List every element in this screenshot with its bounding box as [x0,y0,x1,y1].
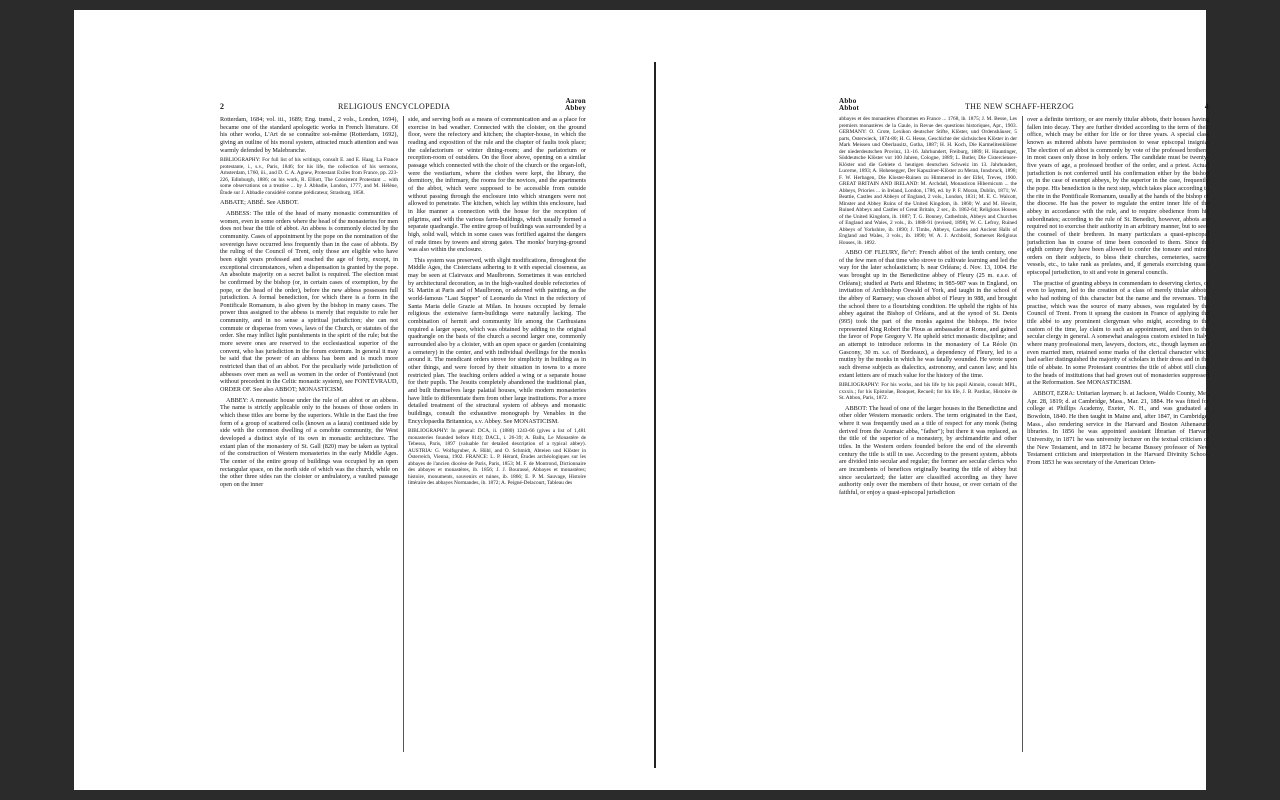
page-header [220,98,586,114]
right-page [839,97,1209,496]
column-rule [1022,116,1023,752]
text-columns [220,116,586,752]
text-columns [839,116,1209,752]
page-number: 2 [220,102,225,111]
text-column-2 [408,116,586,752]
guide-words [839,98,859,112]
bibliography: abbayes et des monastères d'hommes en France ... 1768, ib. 1875; J. M. Besse, Les premiers monastères de la Gaule, in Revue des questions historiques, Apr., 1903. GERMANY: O. Grote, Lexikon deutscher Stifte, Klöster, und Ordenshäuser, 5 parts, Osterwieck, 1874-80; H. G. Hesse, Geschichte der sächsischen Klöster in der Mark Meissen und Oberlausitz, Gotha, 1887; H. H. Koch, Die Karmelitenklöster der niederdeutschen Provinz, 13.-16. Jahrhundert, Freiburg, 1889; H. Hauntinger, Süddeutsche Klöster vor 100 Jahren, Cologne, 1889; L. Butler, Die Cistercienser-Klöster und die Gebiete d. heutigen deutschen Schweiz im 13. Jahrhundert, Lucerne, 1893; A. Hohenegger, Der Kapuziner-Klöster zu Meran, Innsbruck, 1898; F. W. Herbagen, Die Kloster-Ruinen zu Himmerod in der Eifel, Treves, 1900. GREAT BRITAIN AND IRELAND: M. Archdall, Monasticon Hibernicum ... the Abbeys, Priories ... in Ireland, London, 1786, ed. by P. F. Moran, Dublin, 1871; W. Beattie, Castles and Abbeys of England, 2 vols., London, 1831; M. E. C. Walcott, Minster and Abbey Ruins of the United Kingdom, ib. 1860; W. and M. Howitt, Ruined Abbeys and Castles of Great Britain, 2 ser., ib. 1862-64; Religious Houses of the United Kingdom, ib. 1887; T. G. Bonney, Cathedrals, Abbeys and Churches of England and Wales, 2 vols., ib. 1888-91 (revised, 1898); W. C. Lefroy, Ruined Abbeys of Yorkshire, ib. 1890; J. Timbs, Abbeys, Castles and Ancient Halls of England and Wales, 3 vols., ib. 1890; W. A. J. Archbold, Somerset Religious Houses, ib. 1892. [839,116,1017,246]
entry-heading: ABBATE; ABBÉ. See ABBOT. [220,199,299,207]
paragraph: This system was preserved, with slight modifications, throughout the Middle Ages, the Cistercians adhering to it with especial closeness, as may be seen at Clairvaux and Maulbronn. Sometimes it was enriched by architectural decoration, as in the high-vaulted double refectories of St. Martin at Paris and of Maulbronn, or adorned with painting, as the world-famous "Last Supper" of Leonardo da Vinci in the refectory of Santa Maria delle Grazie at Milan. In houses occupied by female religious the extensive farm-buildings were naturally lacking. The combination of hermit and community life among the Carthusians required a larger space, which was obtained by adding to the original quadrangle on the basis of the church a second larger one, commonly surrounded also by a cloister, with an open space or garden (containing a cemetery) in the center, and with individual dwellings for the monks around it. The mendicant orders strove for simplicity in building as in other things, and were forced by their situation in towns to a more restricted plan. The teaching orders added a wing or a separate house for their pupils. The Jesuits completely abandoned the traditional plan, and built themselves large palatial houses, while modern monasteries have little to differentiate them from other large institutions. For a more detailed treatment of the structural system of abbeys and monastic buildings, consult the exhaustive monograph by Venables in the Encyclopaedia Britannica, s.v. Abbey. See MONASTICISM. [408,256,586,425]
text-column-2 [1027,116,1209,752]
paragraph: Rotterdam, 1684; vol. iii., 1689; Eng. transl., 2 vols., London, 1694), became one of the standard apologetic works in French literature. Of his other works, L'Art de se connaître soi-même (Rotterdam, 1692), giving an outline of his moral system, attracted much attention and was warmly defended by Malebranche. [220,116,398,154]
running-title: RELIGIOUS ENCYCLOPEDIA [338,102,451,111]
text-column-1 [220,116,398,752]
column-rule [403,116,404,752]
paragraph: over a definite territory, or are merely titular abbots, their houses having fallen into decay. They are further divided according to the term of their office, which may be either for life or for three years. A special class known as mitered abbots have permission to wear episcopal insignia. The election of an abbot is commonly by vote of the professed brothers, in most cases only those in holy orders. The candidate must be twenty-five years of age, a professed brother of the order, and a priest. Actual jurisdiction is not conferred until his confirmation either by the bishop or, in the case of exempt abbeys, by the superior in the case, frequently the pope. His benediction is the next step, which takes place according to the rite in the Pontificale Romanum, usually at the hands of the bishop of the diocese. He has the power to regulate the entire inner life of the abbey in accordance with the rule, and to require obedience from his subordinates; according to the rule of St. Benedict, however, abbots are required not to exercise their authority in an arbitrary manner, but to seek the counsel of their brethren. In many particulars a quasi-episcopal jurisdiction has in course of time been conceded to them. Since the eighth century they have been allowed to confer the tonsure and minor orders on their subjects, to bless their churches, cemeteries, sacred vessels, etc., to take rank as prelates, and, if generals exercising quasi-episcopal jurisdiction, to sit and vote in general councils. [1027,116,1209,277]
entry-abbot: ABBOT: The head of one of the larger houses in the Benedictine and other older Western monastic orders. The term originated in the East, where it was frequently used as a title of respect for any monk (being derived from the Aramaic abba, "father"); but there it was replaced, as the title of the superior of a monastery, by archimandrite and other titles. In the Western orders founded before the end of the eleventh century the title is still in use. According to the present system, abbots are divided into secular and regular; the former are secular clerics who are incumbents of benefices originally bearing the title of abbey but since secularized; the latter are classified according as they have authority only over the members of their house, or over certain of the faithful, or enjoy a quasi-episcopal jurisdiction [839,404,1017,496]
paragraph: The practise of granting abbeys in commendam to deserving clerics, or even to laymen, led to the creation of a class of merely titular abbots, who had nothing of this character but the name and the revenues. This practise, which was the source of many abuses, was regulated by the Council of Trent. From it sprang the custom in France of applying the title abbé to any prominent clergyman who might, according to the custom of the time, lay claim to such an appointment, and then to the secular clergy in general. A somewhat analogous custom existed in Italy, where many professional men, lawyers, doctors, etc., though laymen and even married men, retained some marks of the clerical character which had earlier distinguished the majority of scholars in their dress and in the title of abbate. In some Protestant countries the title of abbot still clung to the heads of institutions that had grown out of monasteries suppressed at the Reformation. See MONASTICISM. [1027,279,1209,387]
text-column-1 [839,116,1017,752]
bibliography: BIBLIOGRAPHY: For his works, and his life by his pupil Aimoin, consult MPL, cxxxix.; for his Epistolae, Bouquet, Recueil; for his life, J. B. Pardiac, Histoire de St. Abbon, Paris, 1872. [839,382,1017,402]
bibliography: BIBLIOGRAPHY: In general: DCA, ii. (1880) 1243-66 (gives a list of 1,481 monasteries founded before 814); DACL, i. 26-39; A. Ballu, Le Monastère de Tebessa, Paris, 1897 (valuable for detailed description of a typical abbey). AUSTRIA: G. Wolfsgruber, A. Hübl, and O. Schmidt, Abteien und Klöster in Österreich, Vienna, 1902. FRANCE: L. P. Hérard, Études archéologiques sur les abbayes de l'ancien diocèse de Paris, Paris, 1853; M. F. de Montrond, Dictionnaire des abbayes et monastères, ib. 1856; J. J. Bourassé, Abbayes et monastères; histoire, monuments, souvenirs et ruines, ib. 1866; E. P. M. Sauvage, Histoire littéraire des abbayes Normandes, ib. 1872; A. Peigné-Delacourt, Tableau des [408,428,586,487]
document-viewer [74,10,1209,790]
guide-word-top: Aaron [565,97,586,105]
entry-abbot-ezra: ABBOT, EZRA: Unitarian layman; b. at Jackson, Waldo County, Me., Apr. 28, 1819; d. at Cambridge, Mass., Mar. 21, 1884. He was fitted for college at Phillips Academy, Exeter, N. H., and was graduated at Bowdoin, 1840. He then taught in Maine and, after 1847, in Cambridge, Mass., also rendering service in the Harvard and Boston Athenaeum libraries. In 1856 he was appointed assistant librarian of Harvard University, in 1871 he was university lecturer on the textual criticism of the New Testament, and in 1872 he became Bussey professor of New Testament criticism and interpretation in the Harvard Divinity School. From 1853 he was secretary of the American Orien- [1027,389,1209,466]
page-header [839,98,1209,114]
guide-word-bottom: Abbot [839,104,860,112]
page-number: 4 [1204,102,1209,111]
running-title: THE NEW SCHAFF-HERZOG [965,102,1075,111]
entry-abbess: ABBESS: The title of the head of many monastic communities of women, even in some orders where the head of the monasteries for men does not bear the title of abbot. An abbess is commonly elected by the community. Cases of appointment by the pope on the nomination of the sovereign have occurred less frequently than in the case of abbots. By the ruling of the Council of Trent, only those are eligible who have been eight years professed and reached the age of forty, except, in exceptional circumstances, when a dispensation is granted by the pope. An absolute majority on a secret ballot is required. The election must be confirmed by the bishop (or, in certain cases of exemption, by the pope, or the head of the order), before the new abbess possesses full jurisdiction. A formal benediction, for which there is a form in the Pontificale Romanum, is also given by the bishop in many cases. The power thus assigned to the abbess is merely that requisite to rule her community, and in no sense a spiritual jurisdiction; she can not commute or dispense from vows, laws of the Church, or statutes of the order. She may inflict light punishments in the spirit of the rule; but the more severe ones are reserved to the ecclesiastical superior of the convent, who has jurisdiction in the forum externum. In general it may be said that the power of an abbess has been and is much more restricted than that of an abbot. For the peculiarly wide jurisdiction of abbesses over men as well as women in the order of Fontévraud (not without precedent in the Celtic monastic system), see FONTÉVRAUD, ORDER OF. See also ABBOT; MONASTICISM. [220,209,398,394]
entry-abbey: ABBEY: A monastic house under the rule of an abbot or an abbess. The name is strictly applicable only to the houses of those orders in which these titles are borne by the superiors. While in the East the free form of a group of scattered cells (known as a laura) continued side by side with the common dwelling of a cenobite community, the West developed a distinct style of its own in monastic architecture. The extant plan of the monastery of St. Gall (820) may be taken as typical of the construction of Western monasteries in the early Middle Ages. The center of the entire group of buildings was occupied by an open rectangular space, on the north side of which was the church, while on the other three sides ran the cloister or ambulatory, a vaulted passage open on the inner [220,396,398,488]
bibliography: BIBLIOGRAPHY: For full list of his writings, consult E. and E. Haag, La France protestante, i., s.v., Paris, 1846; for his life, the collection of his sermons, Amsterdam, 1760, iii., and D. C. A. Agnew, Protestant Exiles from France, pp. 223-226, Edinburgh, 1886; on his work, R. Elliott, The Consistent Protestant ... with some observations on a treatise ... by J. Abbadie, London, 1777, and M. Hélène, Étude sur J. Abbadie considéré comme prédicateur, Strasburg, 1858. [220,157,398,196]
guide-word-top: Abbo [839,97,857,105]
guide-word-bottom: Abbey [565,104,586,112]
paragraph: side, and serving both as a means of communication and as a place for exercise in bad weather. Connected with the cloister, on the ground floor, were the refectory and kitchen; the chapter-house, in which the reading and exposition of the rule and the chapter of faults took place; the calefactorium or winter dining-room; and the parlatorium or reception-room of outsiders. On the floor above, opening on a similar passage which connected with the choir of the church or the organ-loft, were the vestiarium, where the clothes were kept, the library, the dormitory, the infirmary, the rooms for the novices, and the apartments of the abbot, which were supposed to be accessible from outside without passing through the enclosure into which strangers were not allowed to penetrate. The kitchen, which lay within this enclosure, had in like manner a connection with the house for the reception of pilgrims, and with the various farm-buildings, which usually formed a separate quadrangle. The entire group of buildings was surrounded by a high, solid wall, which in some cases was fortified against the dangers of rude times by towers and strong gates. The monks' burying-ground was also within the enclosure. [408,116,586,254]
left-page [220,97,586,488]
entry-abbo-of-fleury: ABBO OF FLEURY, fle"ri': French abbot of the tenth century, one of the few men of that time who strove to cultivate learning and led the way for the later scholasticism; b. near Orléans; d. Nov. 13, 1004. He was brought up in the Benedictine abbey of Fleury (25 m. e.s.e. of Orléans); studied at Paris and Rheims; in 985-987 was in England, on invitation of Archbishop Oswald of York, and taught in the school of the abbey of Ramsey; was chosen abbot of Fleury in 988, and brought the school there to a flourishing condition. He upheld the rights of his abbey against the Bishop of Orléans, and at the synod of St. Denis (995) took the part of the monks against the bishops. He twice represented King Robert the Pious as ambassador at Rome, and gained the favor of Pope Gregory V. He upheld strict monastic discipline; and an attempt to introduce reforms in the monastery of La Réole (in Gascony, 30 m. s.e. of Bordeaux), a dependency of Fleury, led to a mutiny by the monks in which he was fatally wounded. He wrote upon such diverse subjects as dialectics, astronomy, and canon law; and his extant letters are of much value for the history of the time. [839,249,1017,379]
book-spine-divider [654,62,656,768]
guide-words [565,98,586,112]
